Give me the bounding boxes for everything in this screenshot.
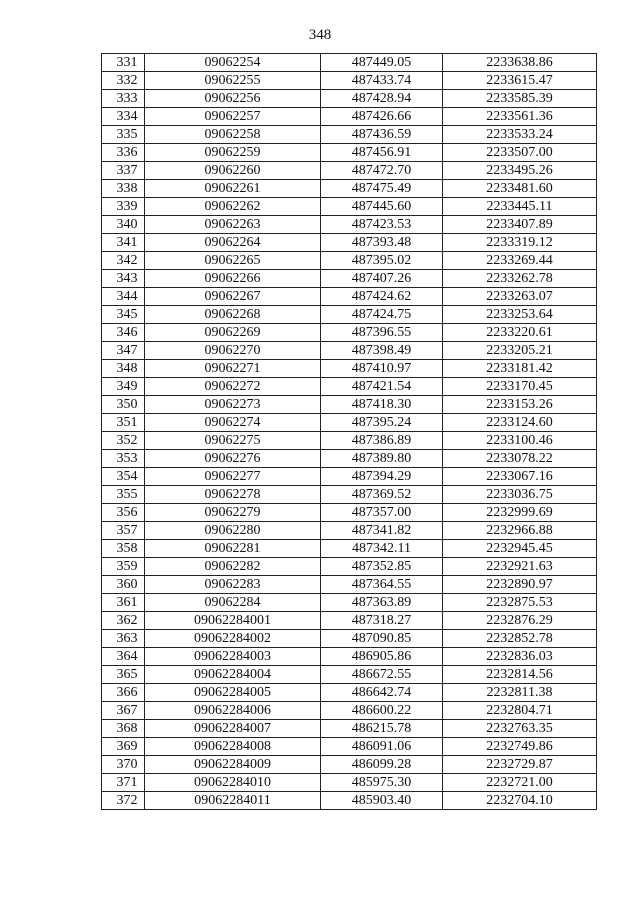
x-coordinate-cell: 486905.86 (321, 648, 443, 666)
table-row (102, 108, 597, 126)
table-row (102, 630, 597, 648)
y-coordinate-cell: 2233481.60 (443, 180, 597, 198)
y-coordinate-cell: 2232875.53 (443, 594, 597, 612)
row-index-cell: 340 (102, 216, 145, 234)
table-body (102, 54, 597, 810)
x-coordinate-cell: 487456.91 (321, 144, 443, 162)
y-coordinate-cell: 2232811.38 (443, 684, 597, 702)
x-coordinate-cell: 486642.74 (321, 684, 443, 702)
table-row (102, 486, 597, 504)
x-coordinate-cell: 487407.26 (321, 270, 443, 288)
parcel-id-cell: 09062261 (145, 180, 321, 198)
table-row (102, 360, 597, 378)
row-index-cell: 363 (102, 630, 145, 648)
parcel-id-cell: 09062284007 (145, 720, 321, 738)
y-coordinate-cell: 2232729.87 (443, 756, 597, 774)
coordinates-table (101, 53, 597, 810)
table-row (102, 684, 597, 702)
x-coordinate-cell: 487475.49 (321, 180, 443, 198)
table-row (102, 720, 597, 738)
table-row (102, 738, 597, 756)
parcel-id-cell: 09062254 (145, 54, 321, 72)
parcel-id-cell: 09062284011 (145, 792, 321, 810)
x-coordinate-cell: 487421.54 (321, 378, 443, 396)
parcel-id-cell: 09062265 (145, 252, 321, 270)
parcel-id-cell: 09062257 (145, 108, 321, 126)
x-coordinate-cell: 487389.80 (321, 450, 443, 468)
table-row (102, 774, 597, 792)
y-coordinate-cell: 2233220.61 (443, 324, 597, 342)
y-coordinate-cell: 2232763.35 (443, 720, 597, 738)
table-row (102, 666, 597, 684)
row-index-cell: 346 (102, 324, 145, 342)
table-row (102, 756, 597, 774)
row-index-cell: 345 (102, 306, 145, 324)
row-index-cell: 339 (102, 198, 145, 216)
parcel-id-cell: 09062263 (145, 216, 321, 234)
table-row (102, 432, 597, 450)
row-index-cell: 365 (102, 666, 145, 684)
table-row (102, 90, 597, 108)
row-index-cell: 348 (102, 360, 145, 378)
row-index-cell: 358 (102, 540, 145, 558)
x-coordinate-cell: 487424.62 (321, 288, 443, 306)
y-coordinate-cell: 2233253.64 (443, 306, 597, 324)
y-coordinate-cell: 2233181.42 (443, 360, 597, 378)
parcel-id-cell: 09062284001 (145, 612, 321, 630)
row-index-cell: 368 (102, 720, 145, 738)
row-index-cell: 344 (102, 288, 145, 306)
row-index-cell: 372 (102, 792, 145, 810)
parcel-id-cell: 09062272 (145, 378, 321, 396)
y-coordinate-cell: 2233615.47 (443, 72, 597, 90)
x-coordinate-cell: 487352.85 (321, 558, 443, 576)
page-number: 348 (308, 27, 332, 43)
x-coordinate-cell: 485903.40 (321, 792, 443, 810)
x-coordinate-cell: 487436.59 (321, 126, 443, 144)
y-coordinate-cell: 2233170.45 (443, 378, 597, 396)
row-index-cell: 338 (102, 180, 145, 198)
table-row (102, 792, 597, 810)
x-coordinate-cell: 487395.02 (321, 252, 443, 270)
y-coordinate-cell: 2232704.10 (443, 792, 597, 810)
table-row (102, 504, 597, 522)
table-row (102, 468, 597, 486)
y-coordinate-cell: 2233262.78 (443, 270, 597, 288)
x-coordinate-cell: 487364.55 (321, 576, 443, 594)
x-coordinate-cell: 487369.52 (321, 486, 443, 504)
table-row (102, 288, 597, 306)
x-coordinate-cell: 486600.22 (321, 702, 443, 720)
parcel-id-cell: 09062266 (145, 270, 321, 288)
x-coordinate-cell: 485975.30 (321, 774, 443, 792)
parcel-id-cell: 09062262 (145, 198, 321, 216)
row-index-cell: 371 (102, 774, 145, 792)
parcel-id-cell: 09062277 (145, 468, 321, 486)
x-coordinate-cell: 487472.70 (321, 162, 443, 180)
x-coordinate-cell: 486099.28 (321, 756, 443, 774)
row-index-cell: 334 (102, 108, 145, 126)
y-coordinate-cell: 2233507.00 (443, 144, 597, 162)
y-coordinate-cell: 2233319.12 (443, 234, 597, 252)
parcel-id-cell: 09062273 (145, 396, 321, 414)
row-index-cell: 336 (102, 144, 145, 162)
parcel-id-cell: 09062281 (145, 540, 321, 558)
parcel-id-cell: 09062258 (145, 126, 321, 144)
row-index-cell: 351 (102, 414, 145, 432)
x-coordinate-cell: 487424.75 (321, 306, 443, 324)
x-coordinate-cell: 487386.89 (321, 432, 443, 450)
table-row (102, 270, 597, 288)
x-coordinate-cell: 487341.82 (321, 522, 443, 540)
row-index-cell: 367 (102, 702, 145, 720)
table-row (102, 414, 597, 432)
table-row (102, 324, 597, 342)
row-index-cell: 349 (102, 378, 145, 396)
table-row (102, 612, 597, 630)
x-coordinate-cell: 487318.27 (321, 612, 443, 630)
parcel-id-cell: 09062271 (145, 360, 321, 378)
row-index-cell: 366 (102, 684, 145, 702)
table-row (102, 522, 597, 540)
parcel-id-cell: 09062264 (145, 234, 321, 252)
row-index-cell: 347 (102, 342, 145, 360)
parcel-id-cell: 09062260 (145, 162, 321, 180)
row-index-cell: 369 (102, 738, 145, 756)
parcel-id-cell: 09062255 (145, 72, 321, 90)
x-coordinate-cell: 486215.78 (321, 720, 443, 738)
y-coordinate-cell: 2232749.86 (443, 738, 597, 756)
y-coordinate-cell: 2233533.24 (443, 126, 597, 144)
row-index-cell: 359 (102, 558, 145, 576)
row-index-cell: 341 (102, 234, 145, 252)
x-coordinate-cell: 487394.29 (321, 468, 443, 486)
parcel-id-cell: 09062284004 (145, 666, 321, 684)
row-index-cell: 362 (102, 612, 145, 630)
x-coordinate-cell: 487090.85 (321, 630, 443, 648)
row-index-cell: 355 (102, 486, 145, 504)
parcel-id-cell: 09062270 (145, 342, 321, 360)
y-coordinate-cell: 2233205.21 (443, 342, 597, 360)
row-index-cell: 353 (102, 450, 145, 468)
y-coordinate-cell: 2233263.07 (443, 288, 597, 306)
table-row (102, 216, 597, 234)
parcel-id-cell: 09062284006 (145, 702, 321, 720)
row-index-cell: 357 (102, 522, 145, 540)
y-coordinate-cell: 2233036.75 (443, 486, 597, 504)
x-coordinate-cell: 487395.24 (321, 414, 443, 432)
y-coordinate-cell: 2233495.26 (443, 162, 597, 180)
table-row (102, 702, 597, 720)
table-row (102, 396, 597, 414)
table-row (102, 54, 597, 72)
table-row (102, 180, 597, 198)
table-row (102, 72, 597, 90)
x-coordinate-cell: 487342.11 (321, 540, 443, 558)
parcel-id-cell: 09062283 (145, 576, 321, 594)
row-index-cell: 331 (102, 54, 145, 72)
parcel-id-cell: 09062282 (145, 558, 321, 576)
x-coordinate-cell: 487396.55 (321, 324, 443, 342)
row-index-cell: 361 (102, 594, 145, 612)
table-row (102, 252, 597, 270)
row-index-cell: 354 (102, 468, 145, 486)
table-row (102, 342, 597, 360)
parcel-id-cell: 09062280 (145, 522, 321, 540)
y-coordinate-cell: 2232814.56 (443, 666, 597, 684)
parcel-id-cell: 09062284002 (145, 630, 321, 648)
table-row (102, 198, 597, 216)
y-coordinate-cell: 2232921.63 (443, 558, 597, 576)
parcel-id-cell: 09062284003 (145, 648, 321, 666)
table-row (102, 540, 597, 558)
y-coordinate-cell: 2233561.36 (443, 108, 597, 126)
x-coordinate-cell: 487357.00 (321, 504, 443, 522)
parcel-id-cell: 09062284005 (145, 684, 321, 702)
x-coordinate-cell: 487393.48 (321, 234, 443, 252)
x-coordinate-cell: 486672.55 (321, 666, 443, 684)
x-coordinate-cell: 487433.74 (321, 72, 443, 90)
row-index-cell: 343 (102, 270, 145, 288)
table-row (102, 558, 597, 576)
y-coordinate-cell: 2233638.86 (443, 54, 597, 72)
row-index-cell: 370 (102, 756, 145, 774)
x-coordinate-cell: 487398.49 (321, 342, 443, 360)
row-index-cell: 360 (102, 576, 145, 594)
table-row (102, 162, 597, 180)
row-index-cell: 350 (102, 396, 145, 414)
y-coordinate-cell: 2233100.46 (443, 432, 597, 450)
y-coordinate-cell: 2232999.69 (443, 504, 597, 522)
table-row (102, 306, 597, 324)
y-coordinate-cell: 2232721.00 (443, 774, 597, 792)
parcel-id-cell: 09062256 (145, 90, 321, 108)
y-coordinate-cell: 2232804.71 (443, 702, 597, 720)
y-coordinate-cell: 2232945.45 (443, 540, 597, 558)
y-coordinate-cell: 2233067.16 (443, 468, 597, 486)
y-coordinate-cell: 2233078.22 (443, 450, 597, 468)
row-index-cell: 337 (102, 162, 145, 180)
y-coordinate-cell: 2233585.39 (443, 90, 597, 108)
table-row (102, 576, 597, 594)
x-coordinate-cell: 487428.94 (321, 90, 443, 108)
y-coordinate-cell: 2233124.60 (443, 414, 597, 432)
parcel-id-cell: 09062269 (145, 324, 321, 342)
y-coordinate-cell: 2233269.44 (443, 252, 597, 270)
parcel-id-cell: 09062275 (145, 432, 321, 450)
table-row (102, 648, 597, 666)
y-coordinate-cell: 2232890.97 (443, 576, 597, 594)
x-coordinate-cell: 487445.60 (321, 198, 443, 216)
parcel-id-cell: 09062268 (145, 306, 321, 324)
x-coordinate-cell: 487449.05 (321, 54, 443, 72)
parcel-id-cell: 09062279 (145, 504, 321, 522)
row-index-cell: 332 (102, 72, 145, 90)
table-row (102, 594, 597, 612)
row-index-cell: 352 (102, 432, 145, 450)
parcel-id-cell: 09062267 (145, 288, 321, 306)
row-index-cell: 335 (102, 126, 145, 144)
row-index-cell: 333 (102, 90, 145, 108)
parcel-id-cell: 09062274 (145, 414, 321, 432)
y-coordinate-cell: 2232966.88 (443, 522, 597, 540)
y-coordinate-cell: 2233153.26 (443, 396, 597, 414)
y-coordinate-cell: 2232836.03 (443, 648, 597, 666)
x-coordinate-cell: 487423.53 (321, 216, 443, 234)
table-row (102, 234, 597, 252)
table-row (102, 450, 597, 468)
table-row (102, 144, 597, 162)
parcel-id-cell: 09062284008 (145, 738, 321, 756)
parcel-id-cell: 09062259 (145, 144, 321, 162)
parcel-id-cell: 09062284009 (145, 756, 321, 774)
row-index-cell: 342 (102, 252, 145, 270)
y-coordinate-cell: 2232876.29 (443, 612, 597, 630)
x-coordinate-cell: 487410.97 (321, 360, 443, 378)
row-index-cell: 356 (102, 504, 145, 522)
x-coordinate-cell: 487426.66 (321, 108, 443, 126)
parcel-id-cell: 09062284010 (145, 774, 321, 792)
parcel-id-cell: 09062284 (145, 594, 321, 612)
parcel-id-cell: 09062276 (145, 450, 321, 468)
x-coordinate-cell: 487363.89 (321, 594, 443, 612)
table-row (102, 378, 597, 396)
row-index-cell: 364 (102, 648, 145, 666)
x-coordinate-cell: 486091.06 (321, 738, 443, 756)
x-coordinate-cell: 487418.30 (321, 396, 443, 414)
y-coordinate-cell: 2233445.11 (443, 198, 597, 216)
y-coordinate-cell: 2233407.89 (443, 216, 597, 234)
parcel-id-cell: 09062278 (145, 486, 321, 504)
y-coordinate-cell: 2232852.78 (443, 630, 597, 648)
table-row (102, 126, 597, 144)
